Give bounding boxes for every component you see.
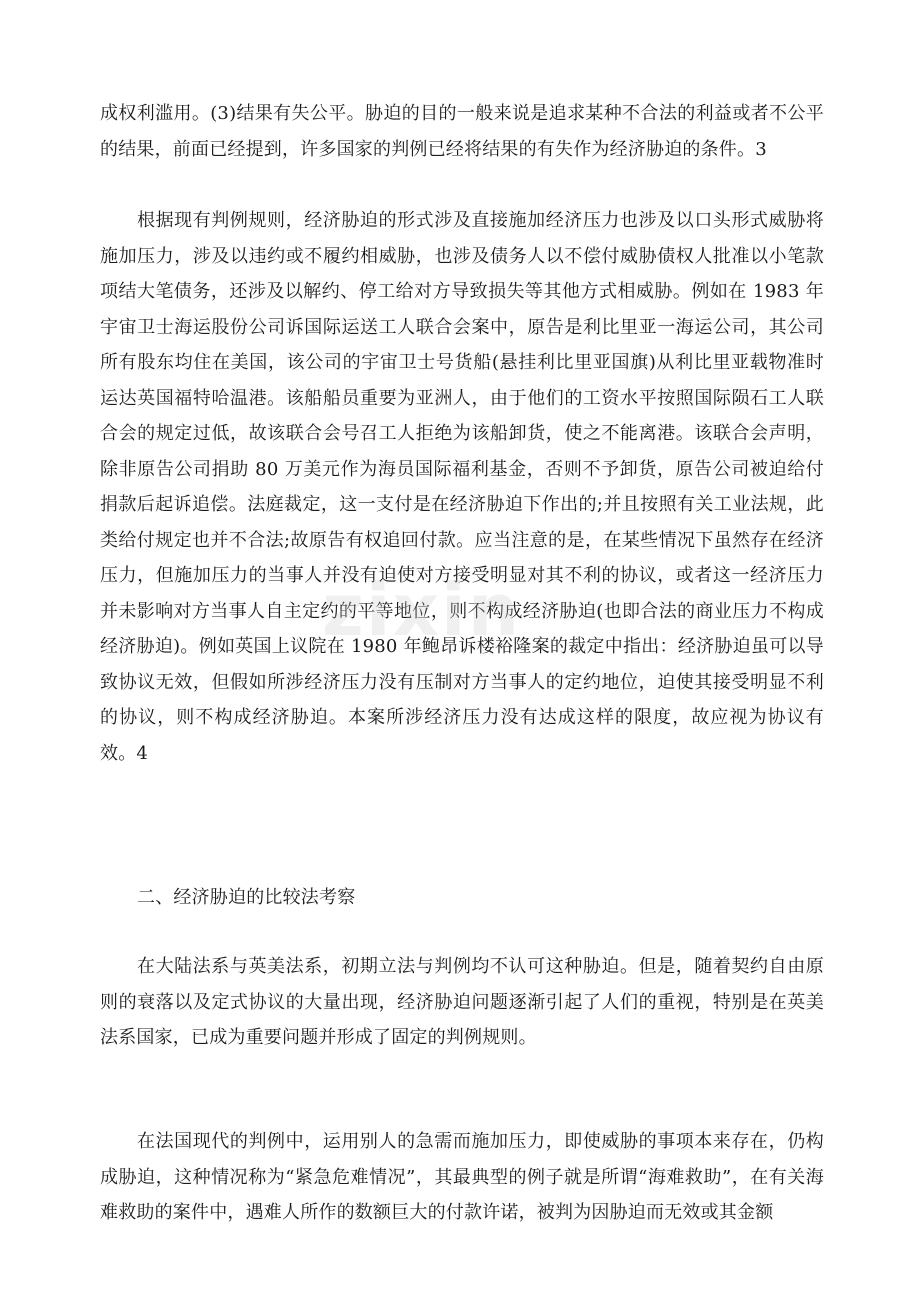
watermark-logo: zixin [322,568,521,652]
paragraph-economic-duress-forms: 根据现有判例规则，经济胁迫的形式涉及直接施加经济压力也涉及以口头形式威胁将施加压力，涉及以违约或不履约相威胁，也涉及债务人以不偿付威胁债权人批准以小笔款项结大笔债务，还涉及以解约、停工给对方导致损失等其他方式相威胁。例如在 1983 年宇宙卫士海运股份公司诉国际运送工人联合会案中，原告是利比里亚一海运公司，其公司所有股东均住在美国，该公司的宇宙卫士号货船(悬挂利比里亚国旗)从利比里亚载物准时运达英国福特哈温港。该船船员重要为亚洲人，由于他们的工资水平按照国际陨石工人联合会的规定过低，故该联合会号召工人拒绝为该船卸货，使之不能离港。该联合会声明，除非原告公司捐助 80 万美元作为海员国际福利基金，否则不予卸货，原告公司被迫给付捐款后起诉追偿。法庭裁定，这一支付是在经济胁迫下作出的;并且按照有关工业法规，此类给付规定也并不合法;故原告有权追回付款。应当注意的是，在某些情况下虽然存在经济压力，但施加压力的当事人并没有迫使对方接受明显对其不利的协议，或者这一经济压力并未影响对方当事人自主定约的平等地位，则不构成经济胁迫(也即合法的商业压力不构成经济胁迫)。例如英国上议院在 1980 年鲍昂诉楼裕隆案的裁定中指出：经济胁迫虽可以导致协议无效，但假如所涉经济压力没有压制对方当事人的定约地位，迫使其接受明显不利的协议，则不构成经济胁迫。本案所涉经济压力没有达成这样的限度，故应视为协议有效。4 [100,210,824,764]
section-heading: 二、经济胁迫的比较法考察 [137,887,356,908]
paragraph-continuation: 成权利滥用。(3)结果有失公平。胁迫的目的一般来说是追求某种不合法的利益或者不公平的结果，前面已经提到，许多国家的判例已经将结果的有失作为经济胁迫的条件。3 [100,103,824,160]
paragraph-french-case-law: 在法国现代的判例中，运用别人的急需而施加压力，即使威胁的事项本来存在，仍构成胁迫，这种情况称为“紧急危难情况”，其最典型的例子就是所谓“海难救助”，在有关海难救助的案件中，遇难人所作的数额巨大的付款许诺，被判为因胁迫而无效或其金额 [100,1131,824,1223]
paragraph-comparative-law: 在大陆法系与英美法系，初期立法与判例均不认可这种胁迫。但是，随着契约自由原则的衰落以及定式协议的大量出现，经济胁迫问题逐渐引起了人们的重视，特别是在英美法系国家，已成为重要问题并形成了固定的判例规则。 [100,956,824,1048]
